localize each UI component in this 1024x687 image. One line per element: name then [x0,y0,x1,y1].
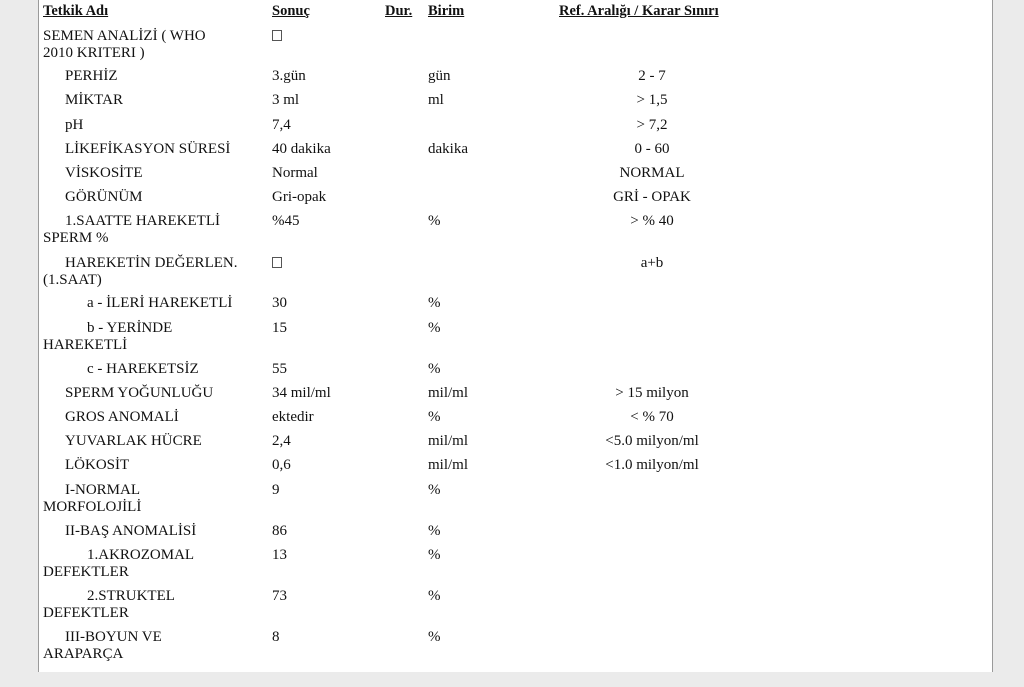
result-value: Normal [272,165,318,181]
test-name: 1.SAATTE HAREKETLİ [65,213,220,229]
result-value: ektedir [272,409,314,425]
unit-value: % [428,523,441,539]
reference-range: > 15 milyon [615,385,689,401]
test-name: LİKEFİKASYON SÜRESİ [65,141,231,157]
report-page [38,0,993,672]
result-value: Gri-opak [272,189,327,205]
test-name-continued: DEFEKTLER [43,605,129,621]
test-name-cell [43,91,263,109]
test-name-cell [43,546,263,581]
result-value [272,27,282,45]
test-name: b - YERİNDE [87,320,173,336]
test-name: a - İLERİ HAREKETLİ [87,295,233,311]
test-name-cell [43,408,263,426]
test-name: 2.STRUKTEL [87,588,175,604]
test-name: HAREKETİN DEĞERLEN. [65,255,238,271]
unit-value: mil/ml [428,385,469,401]
reference-range: 0 - 60 [634,141,670,157]
result-value: 3 ml [272,92,300,108]
header-dur: Dur. [385,3,413,19]
test-name-continued: ARAPARÇA [43,646,124,662]
result-value: 0,6 [272,457,291,473]
result-value: 2,4 [272,433,291,449]
result-value [272,254,282,272]
result-value: 34 mil/ml [272,385,331,401]
test-name: 1.AKROZOMAL [87,547,195,563]
test-name: III-BOYUN VE [65,629,162,645]
unit-value: % [428,409,441,425]
result-value: 13 [272,547,287,563]
reference-range: a+b [640,255,664,271]
header-test-name: Tetkik Adı [43,3,109,19]
test-name: II-BAŞ ANOMALİSİ [65,523,197,539]
test-name-cell [43,587,263,622]
test-name: YUVARLAK HÜCRE [65,433,202,449]
test-name: pH [65,117,84,133]
result-value: 7,4 [272,117,291,133]
test-name-cell [43,360,263,378]
reference-range: <5.0 milyon/ml [605,433,699,449]
unit-value: % [428,547,441,563]
test-name: I-NORMAL [65,482,140,498]
unit-value: dakika [428,141,468,157]
reference-range: GRİ - OPAK [613,189,691,205]
unit-value: % [428,482,441,498]
unit-value: % [428,320,441,336]
result-value: 30 [272,295,287,311]
reference-range: < % 70 [630,409,674,425]
result-value: %45 [272,213,300,229]
test-name: LÖKOSİT [65,457,130,473]
unit-value: % [428,213,441,229]
test-name-cell [43,432,263,450]
test-name-cell [43,140,263,158]
test-name: PERHİZ [65,68,118,84]
unit-value: % [428,295,441,311]
test-name-continued: MORFOLOJİLİ [43,499,142,515]
header-ref-range: Ref. Aralığı / Karar Sınırı [559,3,719,19]
reference-range: > 1,5 [636,92,668,108]
test-name: GÖRÜNÜM [65,189,143,205]
test-name: SPERM YOĞUNLUĞU [65,385,214,401]
test-name: MİKTAR [65,92,123,108]
unit-value: % [428,588,441,604]
test-name-cell [43,481,263,516]
empty-box-icon [272,30,282,41]
reference-range: > % 40 [630,213,674,229]
test-name-cell [43,294,263,312]
test-name-cell [43,254,263,289]
result-value: 9 [272,482,280,498]
test-name-cell [43,522,263,540]
header-result: Sonuç [272,3,310,19]
test-name-cell [43,319,263,354]
test-name-cell [43,212,263,247]
header-unit: Birim [428,3,465,19]
reference-range: > 7,2 [636,117,668,133]
test-name: c - HAREKETSİZ [87,361,199,377]
reference-range: NORMAL [619,165,685,181]
result-value: 86 [272,523,287,539]
result-value: 15 [272,320,287,336]
result-value: 55 [272,361,287,377]
result-value: 3.gün [272,68,306,84]
test-name: VİSKOSİTE [65,165,143,181]
reference-range: <1.0 milyon/ml [605,457,699,473]
test-name-cell [43,456,263,474]
test-name-cell [43,27,263,62]
test-name-continued: (1.SAAT) [43,272,102,288]
unit-value: % [428,629,441,645]
unit-value: ml [428,92,444,108]
test-name-cell [43,164,263,182]
unit-value: mil/ml [428,457,469,473]
test-name-continued: HAREKETLİ [43,337,128,353]
test-name-cell [43,384,263,402]
test-name: SEMEN ANALİZİ ( WHO [43,28,206,44]
test-name-cell [43,116,263,134]
test-name-cell [43,188,263,206]
unit-value: mil/ml [428,433,469,449]
result-value: 8 [272,629,280,645]
unit-value: gün [428,68,451,84]
test-name-continued: SPERM % [43,230,109,246]
test-name-continued: 2010 KRITERI ) [43,45,145,61]
unit-value: % [428,361,441,377]
reference-range: 2 - 7 [638,68,666,84]
result-value: 73 [272,588,287,604]
result-value: 40 dakika [272,141,331,157]
test-name-cell [43,628,263,663]
test-name-continued: DEFEKTLER [43,564,129,580]
test-name: GROS ANOMALİ [65,409,179,425]
test-name-cell [43,67,263,85]
empty-box-icon [272,257,282,268]
